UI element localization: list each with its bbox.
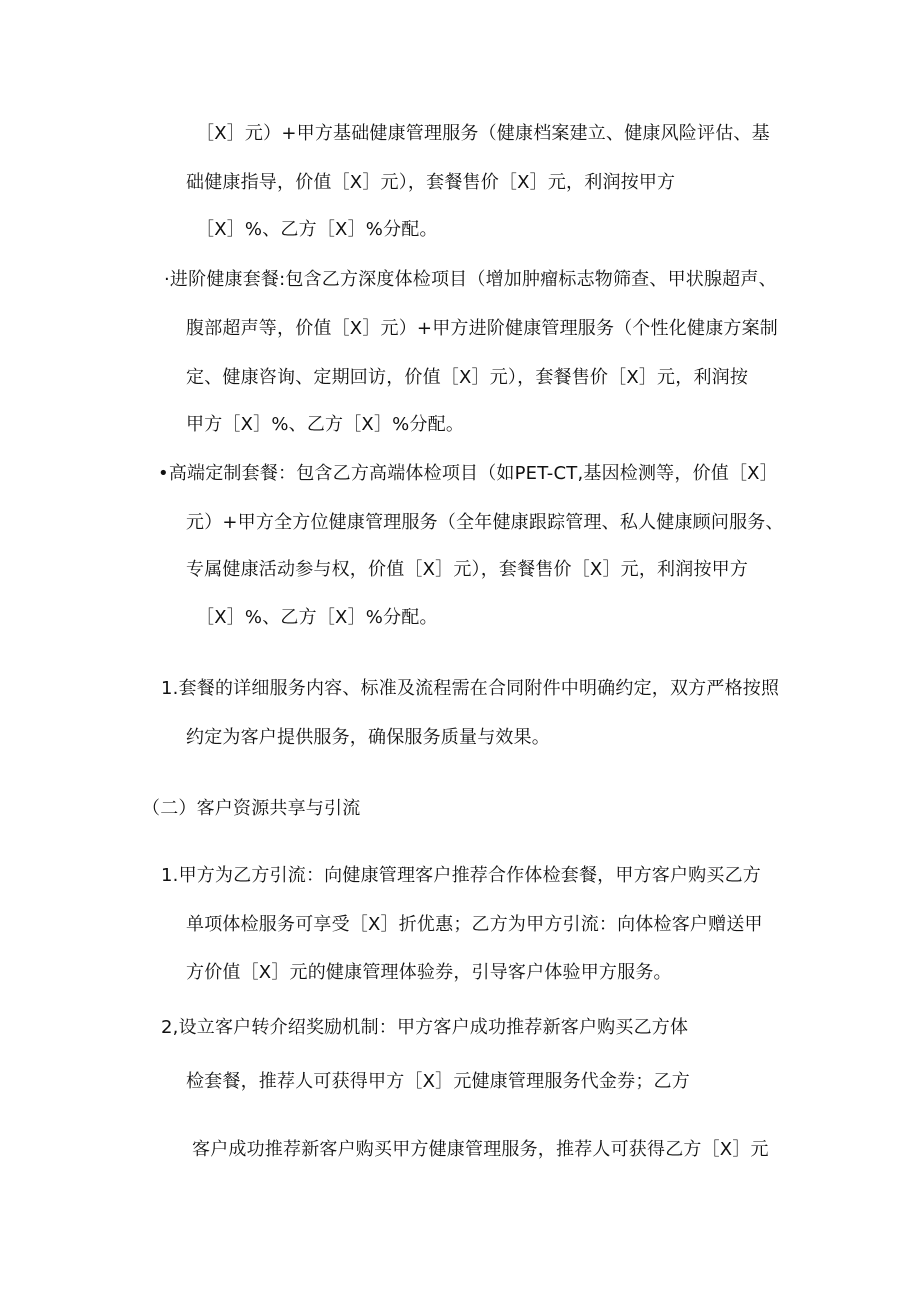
text-line: 客户成功推荐新客户购买甲方健康管理服务，推荐人可获得乙方［X］元 (192, 1139, 769, 1160)
text-line: ［X］%、乙方［X］%分配。 (196, 219, 438, 240)
text-line: 元）+甲方全方位健康管理服务（全年健康跟踪管理、私人健康顾问服务、 (186, 512, 784, 533)
text-line: 检套餐，推荐人可获得甲方［X］元健康管理服务代金券；乙方 (186, 1071, 690, 1092)
text-line: ［X］%、乙方［X］%分配。 (196, 607, 438, 628)
text-line: 础健康指导，价值［X］元），套餐售价［X］元，利润按甲方 (186, 172, 676, 193)
text-line: 方价值［X］元的健康管理体验券，引导客户体验甲方服务。 (186, 962, 672, 983)
text-line: 甲方［X］%、乙方［X］%分配。 (186, 414, 465, 435)
text-line: 单项体检服务可享受［X］折优惠；乙方为甲方引流：向体检客户赠送甲 (186, 914, 763, 935)
text-line: 1.套餐的详细服务内容、标准及流程需在合同附件中明确约定，双方严格按照 (161, 678, 780, 699)
text-line: 定、健康咨询、定期回访，价值［X］元），套餐售价［X］元，利润按 (186, 367, 749, 388)
text-line: ［X］元）+甲方基础健康管理服务（健康档案建立、健康风险评估、基 (196, 123, 770, 144)
text-line: 专属健康活动参与权，价值［X］元），套餐售价［X］元，利润按甲方 (186, 559, 749, 580)
text-line: 约定为客户提供服务，确保服务质量与效果。 (186, 727, 550, 748)
text-line: 2,设立客户转介绍奖励机制：甲方客户成功推荐新客户购买乙方体 (161, 1017, 689, 1038)
text-line: 腹部超声等，价值［X］元）+甲方进阶健康管理服务（个性化健康方案制 (186, 318, 779, 339)
text-line: ·进阶健康套餐:包含乙方深度体检项目（增加肿瘤标志物筛查、甲状腺超声、 (164, 269, 777, 290)
text-line: 1.甲方为乙方引流：向健康管理客户推荐合作体检套餐，甲方客户购买乙方 (161, 865, 761, 886)
section-heading: （二）客户资源共享与引流 (142, 798, 361, 819)
text-line: •高端定制套餐：包含乙方高端体检项目（如PET-CT,基因检测等，价值［X］ (158, 463, 778, 484)
